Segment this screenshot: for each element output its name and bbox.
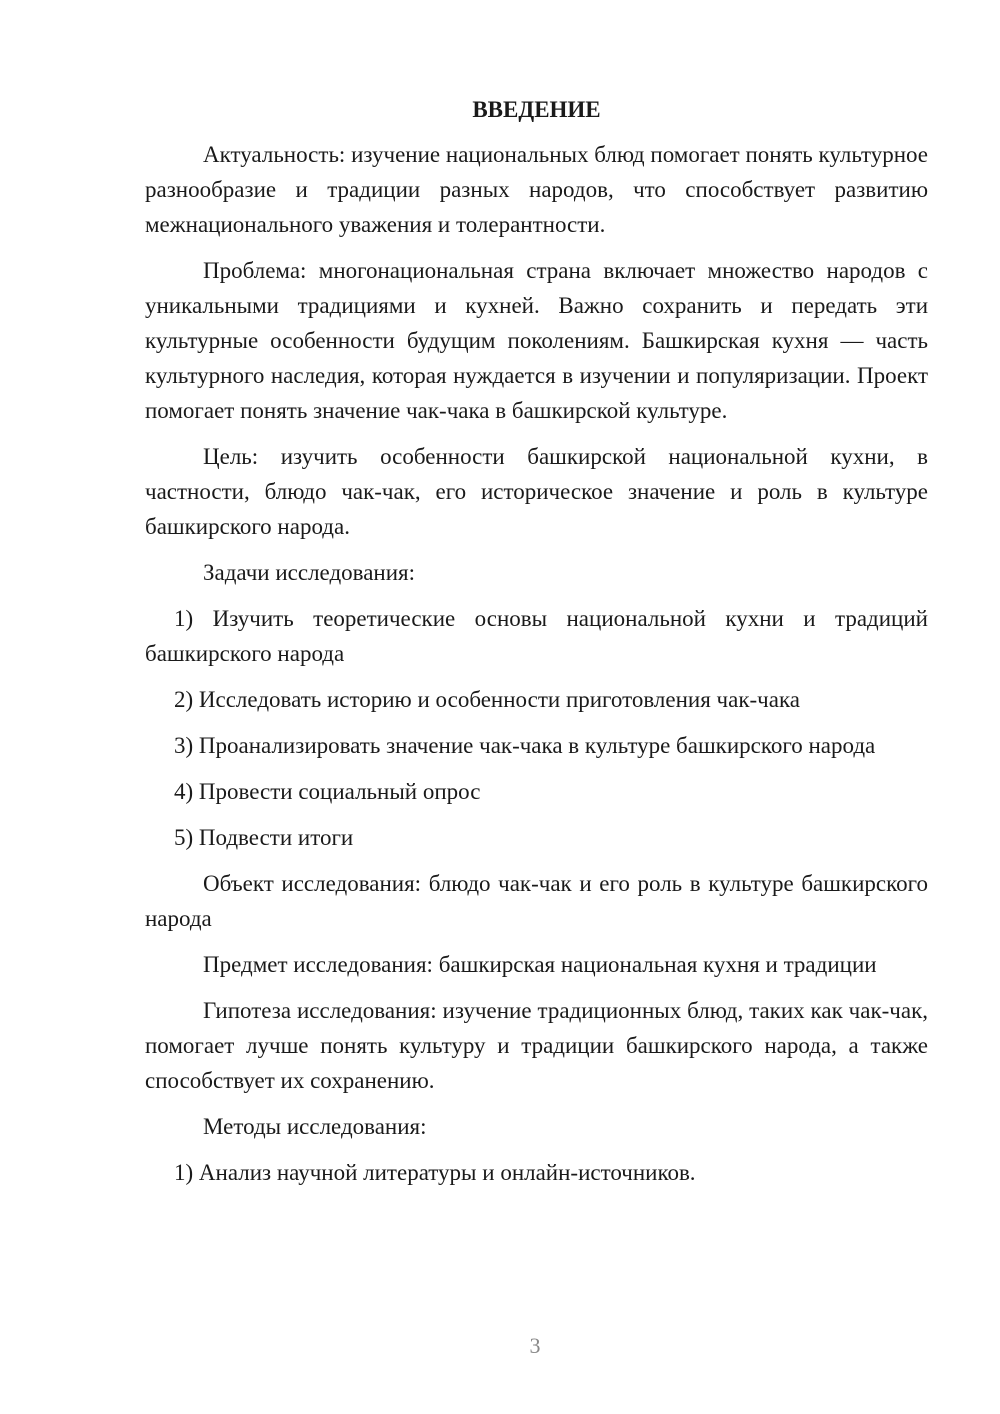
subject-paragraph: Предмет исследования: башкирская национальная кухня и традиции [203, 952, 877, 977]
section-title: ВВЕДЕНИЕ [472, 97, 601, 122]
problem-paragraph: Проблема: многонациональная страна включает множество народов с уникальными традициями и кухней. Важно сохранить и передать эти культурные особенности будущим поколениям. Башкирская кухня — часть культурного наследия, которая нуждается в изучении и популяризации. Проект помогает понять значение чак-чака в башкирской культуре. [145, 258, 928, 423]
method-item-1: 1) Анализ научной литературы и онлайн-источников. [174, 1160, 696, 1185]
goal-paragraph: Цель: изучить особенности башкирской национальной кухни, в частности, блюдо чак-чак, его историческое значение и роль в культуре башкирского народа. [145, 444, 928, 539]
task-item-5: 5) Подвести итоги [174, 825, 354, 850]
task-item-3: 3) Проанализировать значение чак-чака в культуре башкирского народа [174, 733, 876, 758]
methods-heading: Методы исследования: [203, 1114, 427, 1139]
task-item-4: 4) Провести социальный опрос [174, 779, 481, 804]
tasks-list [145, 601, 928, 855]
methods-list [145, 1155, 928, 1190]
task-item-1: 1) Изучить теоретические основы национальной кухни и традиций башкирского народа [145, 606, 928, 666]
page-number: 3 [529, 1333, 541, 1358]
task-item-2: 2) Исследовать историю и особенности приготовления чак-чака [174, 687, 800, 712]
tasks-heading: Задачи исследования: [203, 560, 416, 585]
document-page [145, 92, 928, 1201]
relevance-paragraph: Актуальность: изучение национальных блюд помогает понять культурное разнообразие и традиции разных народов, что способствует развитию межнационального уважения и толерантности. [145, 142, 928, 237]
object-paragraph: Объект исследования: блюдо чак-чак и его роль в культуре башкирского народа [145, 871, 928, 931]
hypothesis-paragraph: Гипотеза исследования: изучение традиционных блюд, таких как чак-чак, помогает лучше понять культуру и традиции башкирского народа, а также способствует их сохранению. [145, 998, 928, 1093]
